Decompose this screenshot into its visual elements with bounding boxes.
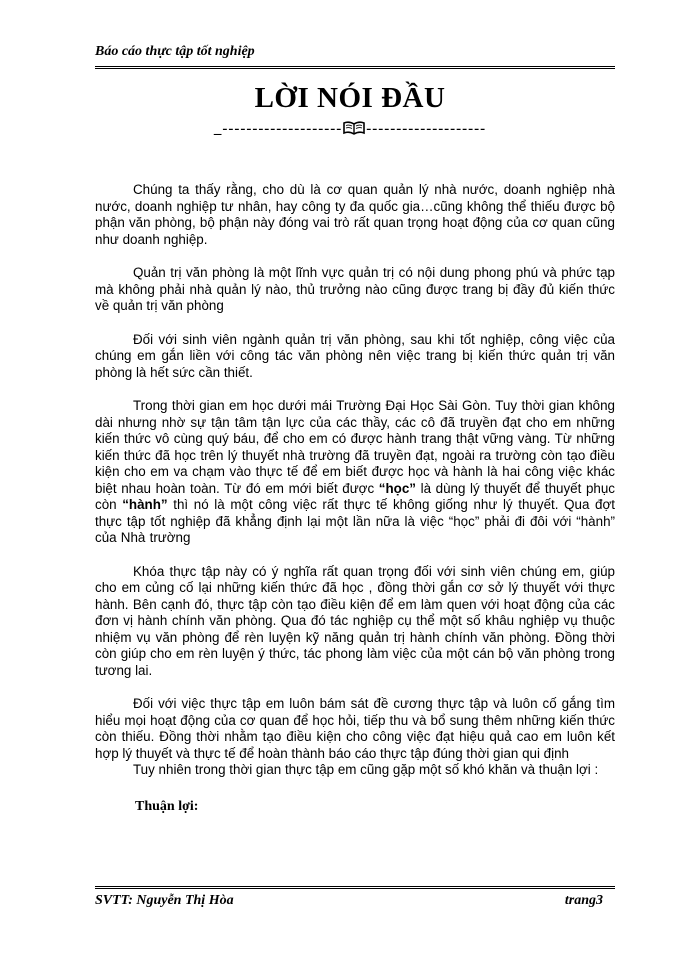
paragraph-text: thì nó là một công việc rất thực tế không giống như lý thuyết. Qua đợt thực tập tốt nghiệp đã khẳng định lại một lần nữa là việc “học” phải đi đôi với “hành” của Nhà trường: [95, 497, 615, 545]
body-text: [95, 182, 615, 815]
emphasis-hoc: “học”: [378, 480, 416, 496]
subheading: Thuận lợi:: [135, 798, 199, 814]
title-ornament: [0, 120, 700, 138]
paragraph: Đối với sinh viên ngành quản trị văn phòng, sau khi tốt nghiệp, công việc của chúng em gắn liền với công tác văn phòng nên việc trang bị kiến thức quản trị văn phòng là hết sức cần thiết.: [95, 331, 615, 380]
paragraph-text: Trong thời gian em học dưới mái Trường Đại Học Sài Gòn. Tuy thời gian không dài nhưng nhờ sự tận tâm tận lực của các thầy, các cô đã truyền đạt cho em những kiến thức vô cùng quý báu, để cho em có được hành trang thật vững vàng. Từ những kiến thức đã học trên lý thuyết nhà trường đã truyền đạt, ngoài ra trường còn tạo điều kiện cho em va chạm vào thực tế để em biết được học và hành là hai công việc khác biệt nhau hoàn toàn. Từ đó em mới biết được: [95, 398, 615, 496]
paragraph: Chúng ta thấy rằng, cho dù là cơ quan quản lý nhà nước, doanh nghiệp nhà nước, doanh nghiệp tư nhân, hay công ty đa quốc gia…cũng không thể thiếu được bộ phận văn phòng, bộ phận này đóng vai trò rất quan trọng hoạt động của cơ quan cũng như doanh nghiệp.: [95, 182, 615, 247]
emphasis-hanh: “hành”: [122, 497, 168, 512]
paragraph: [95, 398, 615, 547]
ornament-right-dashes: --------------------: [366, 121, 487, 137]
open-book-icon: [343, 120, 365, 135]
paragraph: Quản trị văn phòng là một lĩnh vực quản trị có nội dung phong phú và phức tạp mà không phải nhà quản lý nào, thủ trưởng nào cũng được trang bị đầy đủ kiến thức về quản trị văn phòng: [95, 265, 615, 313]
paragraph: Tuy nhiên trong thời gian thực tập em cũng gặp một số khó khăn và thuận lợi :: [133, 762, 599, 777]
paragraph: Đối với việc thực tập em luôn bám sát đề cương thực tập và luôn cố gắng tìm hiểu mọi hoạt động của cơ quan để học hỏi, tiếp thu và bổ sung thêm những kiến thức còn thiếu. Đồng thời nhằm tạo điều kiện cho công việc đạt hiệu quả cao em luôn kết hợp lý thuyết và thực tế để hoàn thành báo cáo thực tập đúng thời gian qui định: [95, 696, 615, 761]
header-title: Báo cáo thực tập tốt nghiệp: [95, 44, 255, 59]
page-header: [95, 44, 615, 69]
page-footer: [95, 886, 615, 909]
ornament-left-dashes: _--------------------: [213, 121, 343, 137]
paragraph-text: là dùng lý thuyết để thuyết phục còn: [95, 480, 615, 512]
footer-author: SVTT: Nguyễn Thị Hòa: [95, 893, 234, 908]
page-number: trang3: [564, 893, 603, 908]
page-title: LỜI NÓI ĐẦU: [254, 82, 446, 114]
paragraph: Khóa thực tập này có ý nghĩa rất quan trọng đối với sinh viên chúng em, giúp cho em củng cố lại những kiến thức đã học , đồng thời gắn cơ sở lý thuyết với thực hành. Bên cạnh đó, thực tập còn tạo điều kiện để em làm quen với hoạt động của các đơn vị hành chính văn phòng. Qua đó tác nghiệp cụ thể một số khâu nghiệp vụ thuộc nhiệm vụ văn phòng để rèn luyện kỹ năng quản trị hành chính văn phòng. Đồng thời còn giúp cho em rèn luyện ý thức, tác phong làm việc của một cán bộ văn phòng trong tương lai.: [95, 563, 615, 678]
